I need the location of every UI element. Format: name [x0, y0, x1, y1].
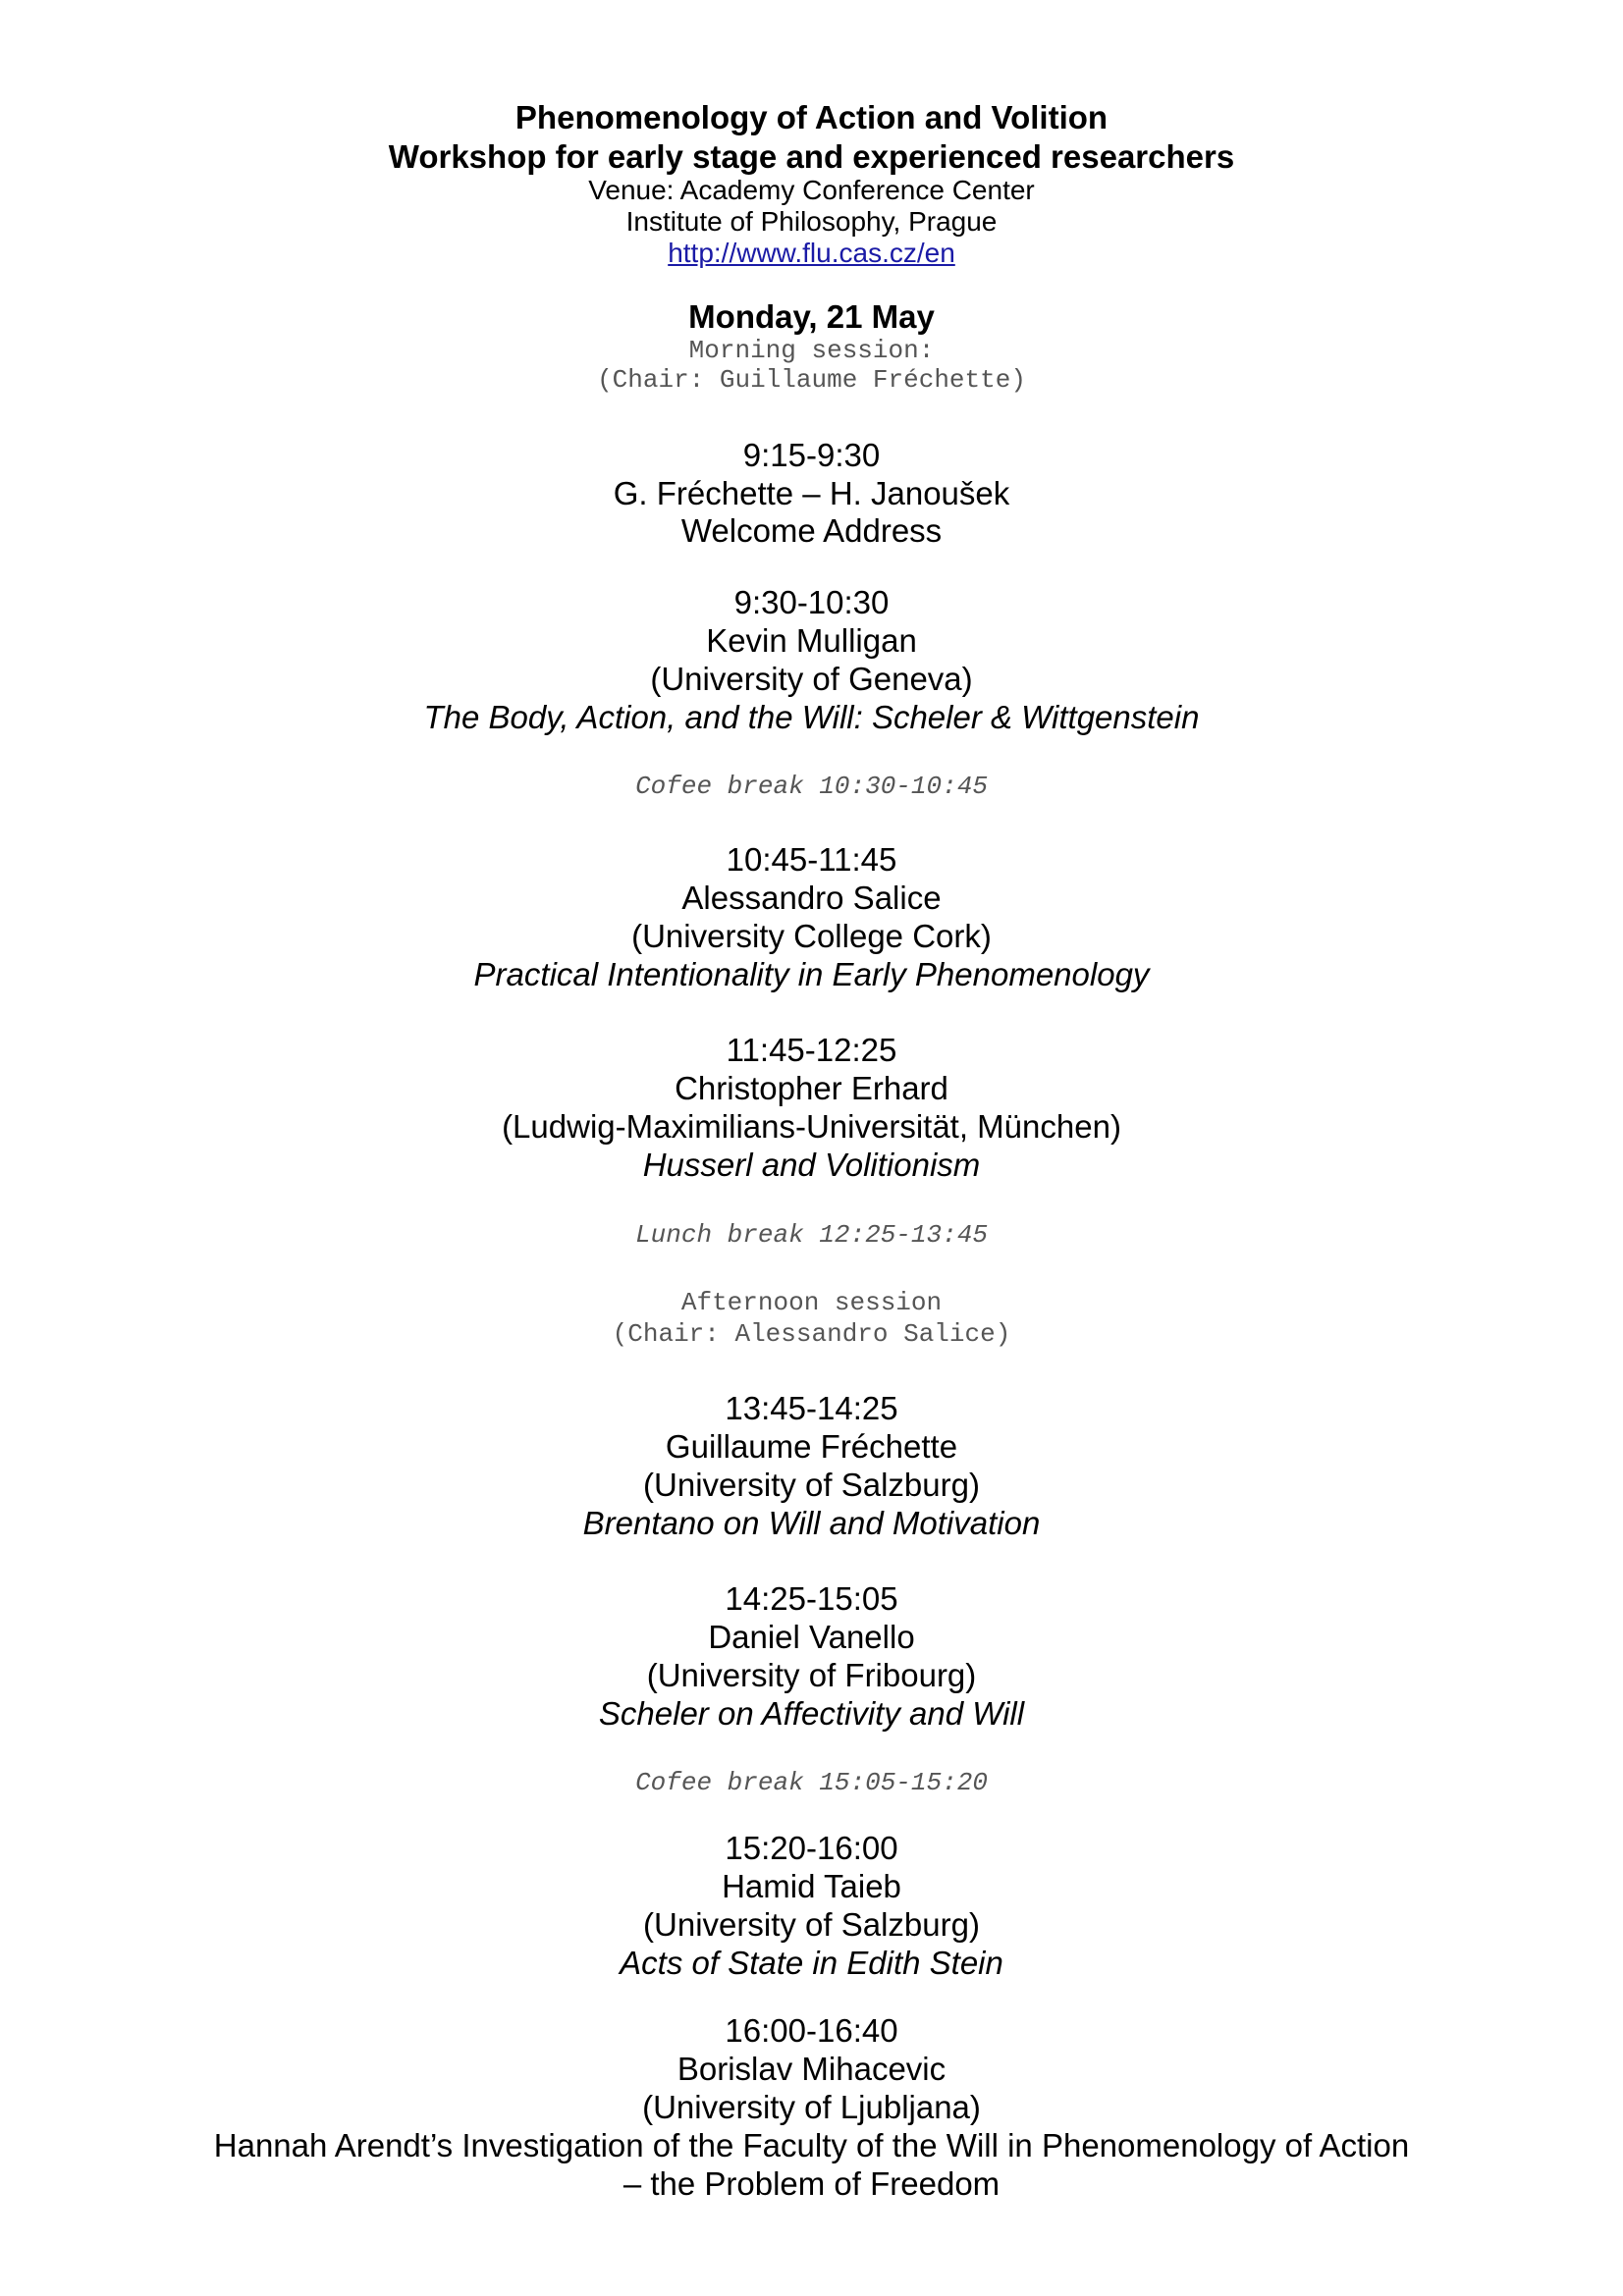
- talk-affiliation: (Ludwig-Maximilians-Universität, München): [502, 1108, 1121, 1145]
- morning-session-label: Morning session:: [688, 336, 935, 365]
- website-link-row: [0, 240, 1623, 267]
- website-link[interactable]: http://www.flu.cas.cz/en: [668, 238, 955, 268]
- talk-title: Acts of State in Edith Stein: [620, 1945, 1003, 1981]
- talk-time: 15:20-16:00: [725, 1830, 898, 1866]
- afternoon-chair: (Chair: Alessandro Salice): [612, 1319, 1011, 1349]
- talk-speaker: Kevin Mulligan: [706, 622, 917, 659]
- talk-speaker: Hamid Taieb: [722, 1868, 901, 1904]
- talk-time: 9:15-9:30: [742, 437, 881, 473]
- talk-title: Scheler on Affectivity and Will: [598, 1695, 1025, 1732]
- talk-affiliation: (University College Cork): [631, 918, 992, 954]
- talk-speaker: G. Fréchette – H. Janoušek: [613, 475, 1010, 511]
- talk-time: 16:00-16:40: [725, 2012, 898, 2049]
- coffee-break-2: Cofee break 15:05-15:20: [635, 1768, 988, 1797]
- workshop-title: Phenomenology of Action and Volition: [514, 99, 1109, 135]
- morning-chair: (Chair: Guillaume Fréchette): [597, 365, 1026, 395]
- talk-time: 13:45-14:25: [725, 1390, 898, 1426]
- talk-time: 11:45-12:25: [726, 1032, 897, 1068]
- talk-speaker: Borislav Mihacevic: [676, 2051, 947, 2087]
- day-heading: Monday, 21 May: [688, 298, 935, 335]
- talk-affiliation: (University of Ljubljana): [642, 2089, 981, 2125]
- venue-institute: Institute of Philosophy, Prague: [625, 206, 998, 237]
- talk-affiliation: (University of Fribourg): [646, 1657, 977, 1693]
- talk-title: Practical Intentionality in Early Phenomenology: [473, 956, 1150, 992]
- talk-title: Welcome Address: [680, 512, 943, 549]
- talk-title: The Body, Action, and the Will: Scheler & Wittgenstein: [423, 699, 1200, 735]
- talk-title: Brentano on Will and Motivation: [582, 1505, 1041, 1541]
- coffee-break-1: Cofee break 10:30-10:45: [635, 772, 988, 801]
- talk-speaker: Guillaume Fréchette: [665, 1428, 958, 1465]
- venue-label: Venue: Academy Conference Center: [588, 175, 1035, 205]
- talk-speaker: Daniel Vanello: [708, 1619, 915, 1655]
- workshop-subtitle: Workshop for early stage and experienced researchers: [388, 138, 1235, 175]
- talk-title-continued: – the Problem of Freedom: [622, 2165, 1001, 2202]
- talk-affiliation: (University of Salzburg): [643, 1467, 980, 1503]
- talk-title: Hannah Arendt’s Investigation of the Faculty of the Will in Phenomenology of Action: [213, 2127, 1410, 2163]
- lunch-break: Lunch break 12:25-13:45: [635, 1220, 988, 1250]
- talk-affiliation: (University of Geneva): [650, 661, 973, 697]
- talk-title: Husserl and Volitionism: [642, 1147, 981, 1183]
- talk-speaker: Christopher Erhard: [675, 1070, 948, 1106]
- talk-time: 14:25-15:05: [725, 1580, 898, 1617]
- talk-time: 10:45-11:45: [726, 841, 897, 878]
- talk-speaker: Alessandro Salice: [681, 880, 942, 916]
- talk-time: 9:30-10:30: [733, 584, 890, 620]
- talk-affiliation: (University of Salzburg): [643, 1906, 980, 1943]
- afternoon-session-label: Afternoon session: [680, 1288, 943, 1317]
